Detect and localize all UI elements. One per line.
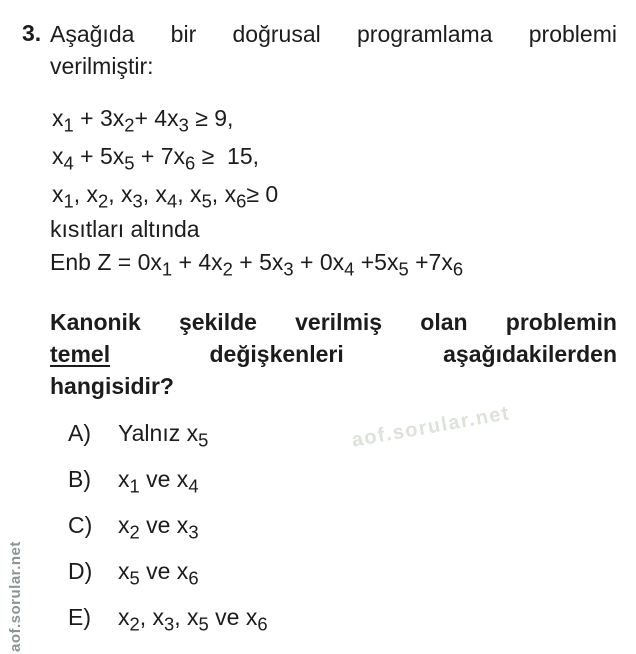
constraints-note: kısıtları altında	[50, 216, 200, 242]
word: şekilde	[178, 309, 257, 335]
subscript: 5	[198, 613, 209, 635]
word: doğrusal	[232, 21, 321, 47]
subscript: 3	[188, 521, 199, 543]
option-text: $x_1$ ve $x_4$	[118, 466, 199, 497]
option-row	[50, 556, 617, 602]
subscript: 6	[452, 258, 464, 280]
subscript: 1	[161, 258, 173, 280]
option-letter: E)	[68, 604, 91, 630]
watermark-vertical: aof.sorular.net	[7, 541, 24, 652]
option-text: $x_2$ ve $x_3$	[118, 512, 199, 543]
subscript: 4	[188, 475, 199, 497]
option-row	[50, 602, 617, 648]
subscript: 4	[167, 190, 178, 212]
subscript: 3	[164, 613, 175, 635]
subscript: 5	[198, 429, 209, 451]
option-letter: B)	[68, 466, 91, 492]
subscript: 1	[63, 190, 74, 212]
text-line	[50, 306, 617, 338]
subscript: 6	[236, 190, 247, 212]
option-letter: A)	[68, 420, 91, 446]
subscript: 3	[132, 190, 143, 212]
subscript: 5	[124, 152, 135, 174]
subscript: 6	[185, 152, 196, 174]
word: hangisidir?	[50, 373, 174, 399]
option-text: $x_5$ ve $x_6$	[118, 558, 199, 589]
subscript: 6	[257, 613, 268, 635]
subscript: 5	[201, 190, 212, 212]
word: Aşağıda	[50, 21, 135, 47]
subscript: 4	[344, 258, 355, 280]
question-intro	[50, 18, 617, 82]
watermark-diagonal: aof.sorular.net	[350, 402, 512, 452]
word: aşağıdakilerden	[443, 341, 617, 367]
option-text: Yalnız $x_5$	[118, 420, 209, 451]
word: verilmiştir:	[50, 53, 154, 79]
options-list	[50, 418, 617, 648]
word: Kanonik	[50, 309, 141, 335]
option-row	[50, 418, 617, 464]
subscript: 2	[98, 190, 109, 212]
subscript: 5	[398, 258, 409, 280]
word: olan	[420, 309, 468, 335]
subscript: 3	[283, 258, 294, 280]
constraint-line: $x_4 + 5x_5 + 7x_6 \ge 15$,	[52, 143, 260, 174]
text-line	[50, 50, 617, 82]
option-row	[50, 464, 617, 510]
word: problemi	[528, 21, 617, 47]
option-text: $x_2$, $x_3$, $x_5$ ve $x_6$	[118, 604, 268, 635]
subscript: 6	[188, 567, 199, 589]
text-line	[50, 18, 617, 50]
word: değişkenleri	[209, 341, 344, 367]
underlined-word: temel	[50, 341, 111, 367]
question-prompt	[50, 306, 617, 402]
word: verilmiş	[295, 309, 383, 335]
constraints-block	[50, 99, 617, 213]
subscript: 2	[222, 258, 233, 280]
subscript: 3	[178, 114, 189, 136]
subscript: 2	[124, 114, 135, 136]
constraint-line: $x_1 + 3x_2+ 4x_3 \ge 9$,	[52, 105, 234, 136]
objective-function: Enb $Z = 0x_1 + 4x_2 + 5x_3 + 0x_4 +5x_5 +7x_6$	[50, 249, 464, 280]
word: programlama	[357, 21, 493, 47]
word: problemin	[505, 309, 617, 335]
subscript: 1	[63, 114, 74, 136]
option-letter: C)	[68, 512, 93, 538]
question-number: 3.	[22, 20, 42, 46]
text-line	[50, 370, 617, 402]
word: bir	[170, 21, 197, 47]
subscript: 1	[129, 475, 140, 497]
subscript: 2	[129, 613, 140, 635]
text-line	[50, 338, 617, 370]
option-letter: D)	[68, 558, 93, 584]
constraint-line: $x_1$, $x_2$, $x_3$, $x_4$, $x_5$, $x_6\ge 0$	[52, 181, 279, 212]
subscript: 2	[129, 521, 140, 543]
subscript: 5	[129, 567, 140, 589]
question-content	[50, 18, 617, 648]
option-row	[50, 510, 617, 556]
subscript: 4	[63, 152, 74, 174]
